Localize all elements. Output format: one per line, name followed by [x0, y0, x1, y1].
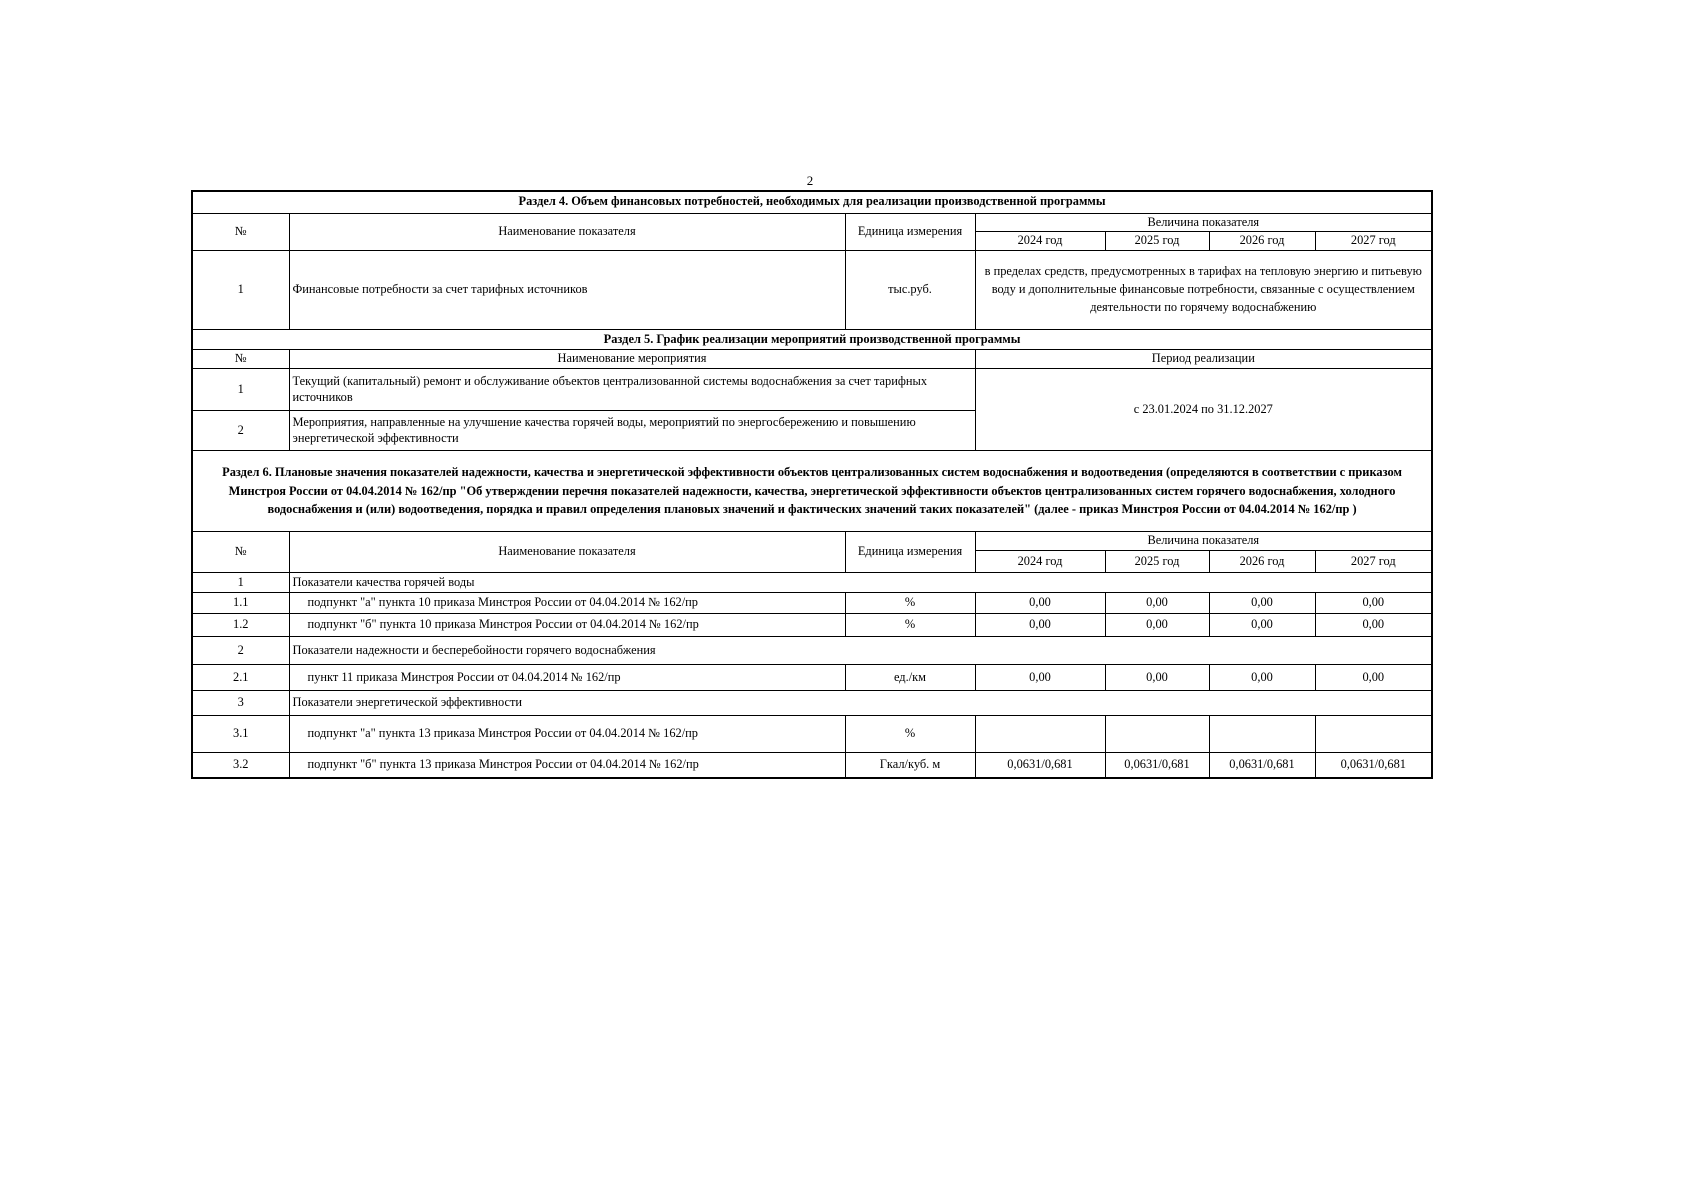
group1-name: Показатели качества горячей воды	[289, 573, 1432, 593]
section5-col-num: №	[192, 350, 289, 369]
item-3-1-unit: %	[845, 716, 975, 753]
table-row	[192, 251, 1432, 330]
item-1-2-unit: %	[845, 614, 975, 637]
item-3-2-value-2025: 0,0631/0,681	[1105, 753, 1209, 778]
section5-row2-num: 2	[192, 411, 289, 451]
section6-year-2025: 2025 год	[1105, 551, 1209, 573]
table-row	[192, 716, 1432, 753]
table-row	[192, 593, 1432, 614]
section6-year-2024: 2024 год	[975, 551, 1105, 573]
item-3-2-num: 3.2	[192, 753, 289, 778]
item-3-1-value-2025	[1105, 716, 1209, 753]
item-3-1-num: 3.1	[192, 716, 289, 753]
group1-num: 1	[192, 573, 289, 593]
section5-col-name: Наименование мероприятия	[289, 350, 975, 369]
table-row	[192, 691, 1432, 716]
item-2-1-unit: ед./км	[845, 665, 975, 691]
item-1-2-value-2026: 0,00	[1209, 614, 1315, 637]
item-3-2-value-2026: 0,0631/0,681	[1209, 753, 1315, 778]
group3-num: 3	[192, 691, 289, 716]
section4-title: Раздел 4. Объем финансовых потребностей, необходимых для реализации производственной программы	[192, 191, 1432, 213]
section5-row1-num: 1	[192, 369, 289, 411]
group3-name: Показатели энергетической эффективности	[289, 691, 1432, 716]
table-row	[192, 637, 1432, 665]
item-2-1-value-2026: 0,00	[1209, 665, 1315, 691]
section6-col-unit: Единица измерения	[845, 532, 975, 573]
group2-name: Показатели надежности и бесперебойности горячего водоснабжения	[289, 637, 1432, 665]
item-1-1-value-2027: 0,00	[1315, 593, 1432, 614]
item-1-1-name: подпункт "а" пункта 10 приказа Минстроя России от 04.04.2014 № 162/пр	[289, 593, 845, 614]
item-1-1-unit: %	[845, 593, 975, 614]
section4-col-num: №	[192, 213, 289, 251]
section4-col-value: Величина показателя	[975, 213, 1432, 232]
section4-row-unit: тыс.руб.	[845, 251, 975, 330]
section4-col-name: Наименование показателя	[289, 213, 845, 251]
item-1-2-value-2027: 0,00	[1315, 614, 1432, 637]
section5-row2-name: Мероприятия, направленные на улучшение качества горячей воды, мероприятий по энергосбережению и повышению энергетической эффективности	[289, 411, 975, 451]
section4-year-2027: 2027 год	[1315, 232, 1432, 251]
section4-year-2025: 2025 год	[1105, 232, 1209, 251]
section5-row1-name: Текущий (капитальный) ремонт и обслуживание объектов централизованной системы водоснабжения за счет тарифных источников	[289, 369, 975, 411]
item-2-1-value-2024: 0,00	[975, 665, 1105, 691]
section6-title: Раздел 6. Плановые значения показателей надежности, качества и энергетической эффективности объектов централизованных систем водоснабжения и водоотведения (определяются в соответствии с приказом Минстроя России от 04.04.2014 № 162/пр "Об утверждении перечня показателей надежности, качества, энергетической эффективности объектов централизованных систем горячего водоснабжения, холодного водоснабжения и (или) водоотведения, порядка и правил определения плановых значений и фактических значений таких показателей" (далее - приказ Минстроя России от 04.04.2014 № 162/пр )	[192, 451, 1432, 532]
item-1-1-value-2025: 0,00	[1105, 593, 1209, 614]
item-2-1-name: пункт 11 приказа Минстроя России от 04.04.2014 № 162/пр	[289, 665, 845, 691]
section5-col-period: Период реализации	[975, 350, 1432, 369]
table-row	[192, 753, 1432, 778]
section4-col-unit: Единица измерения	[845, 213, 975, 251]
section4-row-num: 1	[192, 251, 289, 330]
item-2-1-value-2027: 0,00	[1315, 665, 1432, 691]
section6-col-name: Наименование показателя	[289, 532, 845, 573]
item-3-1-value-2026	[1209, 716, 1315, 753]
table-row	[192, 573, 1432, 593]
item-3-2-value-2024: 0,0631/0,681	[975, 753, 1105, 778]
item-1-1-num: 1.1	[192, 593, 289, 614]
section4-row-value: в пределах средств, предусмотренных в тарифах на тепловую энергию и питьевую воду и дополнительные финансовые потребности, связанные с осуществлением деятельности по горячему водоснабжению	[975, 251, 1432, 330]
item-3-2-unit: Гкал/куб. м	[845, 753, 975, 778]
item-2-1-num: 2.1	[192, 665, 289, 691]
item-3-2-name: подпункт "б" пункта 13 приказа Минстроя России от 04.04.2014 № 162/пр	[289, 753, 845, 778]
item-1-2-value-2025: 0,00	[1105, 614, 1209, 637]
item-1-1-value-2024: 0,00	[975, 593, 1105, 614]
section5-title: Раздел 5. График реализации мероприятий производственной программы	[192, 330, 1432, 350]
item-2-1-value-2025: 0,00	[1105, 665, 1209, 691]
section6-col-value: Величина показателя	[975, 532, 1432, 551]
item-1-2-value-2024: 0,00	[975, 614, 1105, 637]
item-1-2-num: 1.2	[192, 614, 289, 637]
table-row	[192, 665, 1432, 691]
section6-col-num: №	[192, 532, 289, 573]
section6-year-2027: 2027 год	[1315, 551, 1432, 573]
section5-period: с 23.01.2024 по 31.12.2027	[975, 369, 1432, 451]
item-1-1-value-2026: 0,00	[1209, 593, 1315, 614]
section4-year-2024: 2024 год	[975, 232, 1105, 251]
section4-row-name: Финансовые потребности за счет тарифных источников	[289, 251, 845, 330]
table-row	[192, 614, 1432, 637]
group2-num: 2	[192, 637, 289, 665]
section6-year-2026: 2026 год	[1209, 551, 1315, 573]
item-3-2-value-2027: 0,0631/0,681	[1315, 753, 1432, 778]
production-program-table	[191, 190, 1433, 779]
item-1-2-name: подпункт "б" пункта 10 приказа Минстроя России от 04.04.2014 № 162/пр	[289, 614, 845, 637]
item-3-1-value-2027	[1315, 716, 1432, 753]
table-row	[192, 369, 1432, 411]
page-number: 2	[806, 173, 814, 188]
item-3-1-value-2024	[975, 716, 1105, 753]
section4-year-2026: 2026 год	[1209, 232, 1315, 251]
item-3-1-name: подпункт "а" пункта 13 приказа Минстроя России от 04.04.2014 № 162/пр	[289, 716, 845, 753]
